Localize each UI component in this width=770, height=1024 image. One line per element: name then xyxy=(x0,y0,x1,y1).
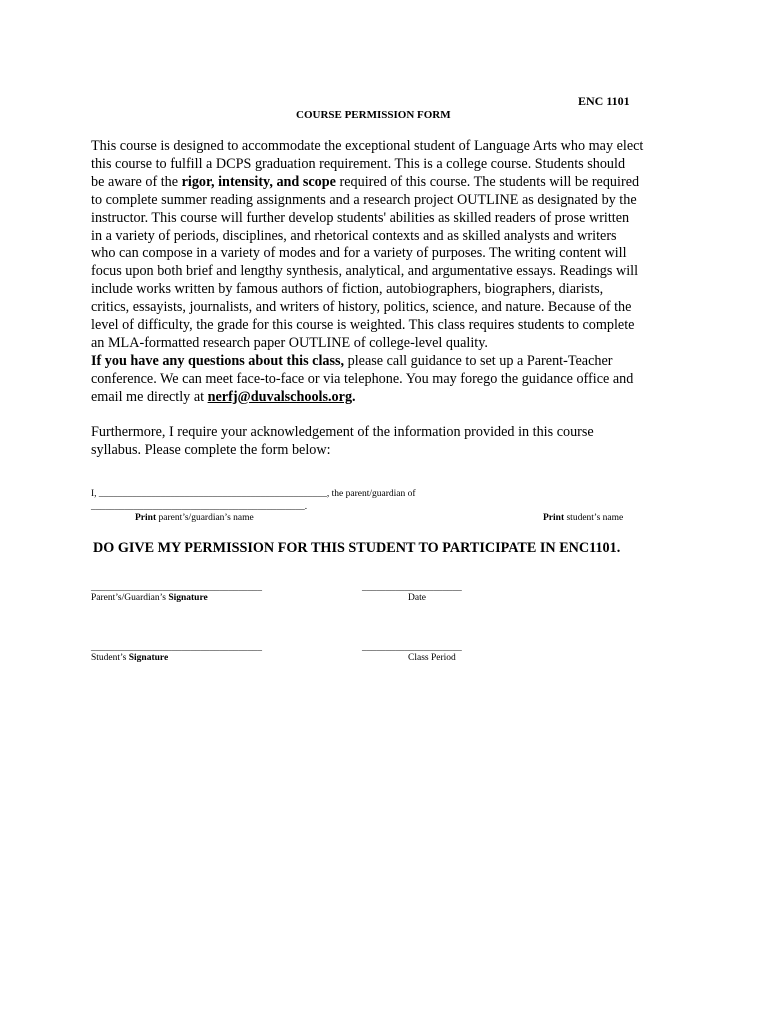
text-line: who can compose in a variety of modes and for a variety of purposes. The writing content will xyxy=(91,245,627,262)
email-link[interactable]: nerfj@duvalschools.org xyxy=(207,388,353,405)
text-line: Furthermore, I require your acknowledgement of the information provided in this course xyxy=(91,424,594,440)
text-line: to complete summer reading assignments and a research project OUTLINE as designated by the xyxy=(91,191,637,208)
text-line: focus upon both brief and lengthy synthesis, analytical, and argumentative essays. Readings will xyxy=(91,263,639,280)
text-line: critics, essayists, journalists, and writers of history, politics, science, and nature. Because of the xyxy=(91,299,632,316)
parent-name-caption: Print parent’s/guardian’s name xyxy=(135,513,254,523)
text-line: email me directly at nerfj@duvalschools.org. xyxy=(91,388,356,405)
text-line: be aware of the rigor, intensity, and scope required of this course. The students will be required xyxy=(91,173,640,190)
date-field[interactable]: _____________________ xyxy=(362,583,462,593)
text-line: this course to fulfill a DCPS graduation requirement. This is a college course. Students should xyxy=(91,155,626,172)
student-name-caption: Print student’s name xyxy=(543,513,624,523)
permission-statement: DO GIVE MY PERMISSION FOR THIS STUDENT TO PARTICIPATE IN ENC1101. xyxy=(93,540,621,556)
class-period-field[interactable]: _____________________ xyxy=(362,643,462,653)
text-line: include works written by famous authors of fiction, autobiographers, biographers, diarists, xyxy=(91,281,604,298)
text-line: in a variety of periods, disciplines, and rhetorical contexts and as skilled analysts and writers xyxy=(91,227,617,244)
text-line: conference. We can meet face-to-face or via telephone. You may forego the guidance office and xyxy=(91,370,634,387)
emphasis-text: rigor, intensity, and scope xyxy=(181,173,336,190)
text-line: If you have any questions about this class, please call guidance to set up a Parent-Teacher xyxy=(91,352,613,369)
text-line: an MLA-formatted research paper OUTLINE of college-level quality. xyxy=(91,334,488,351)
acknowledgement-paragraph xyxy=(91,423,701,459)
parent-signature-label: Parent’s/Guardian’s Signature xyxy=(91,593,208,603)
student-signature-field[interactable]: ____________________________________ xyxy=(91,643,262,653)
course-description-paragraph xyxy=(91,138,701,407)
student-signature-label: Student’s Signature xyxy=(91,653,169,663)
parent-signature-field[interactable]: ____________________________________ xyxy=(91,583,262,593)
text-line: This course is designed to accommodate the exceptional student of Language Arts who may elect xyxy=(91,138,644,154)
date-label: Date xyxy=(408,593,426,603)
course-code: ENC 1101 xyxy=(578,94,630,108)
student-name-blank[interactable]: _____________________________________________. xyxy=(91,502,308,512)
form-title: COURSE PERMISSION FORM xyxy=(296,109,451,121)
text-line: syllabus. Please complete the form below: xyxy=(91,442,331,458)
class-period-label: Class Period xyxy=(408,653,456,663)
parent-name-blank[interactable]: I, ________________________________________________, the parent/guardian of xyxy=(91,489,416,499)
text-line: level of difficulty, the grade for this course is weighted. This class requires students to complete xyxy=(91,317,635,334)
text-line: instructor. This course will further develop students' abilities as skilled readers of prose written xyxy=(91,209,630,226)
emphasis-text: If you have any questions about this class, xyxy=(91,352,345,369)
